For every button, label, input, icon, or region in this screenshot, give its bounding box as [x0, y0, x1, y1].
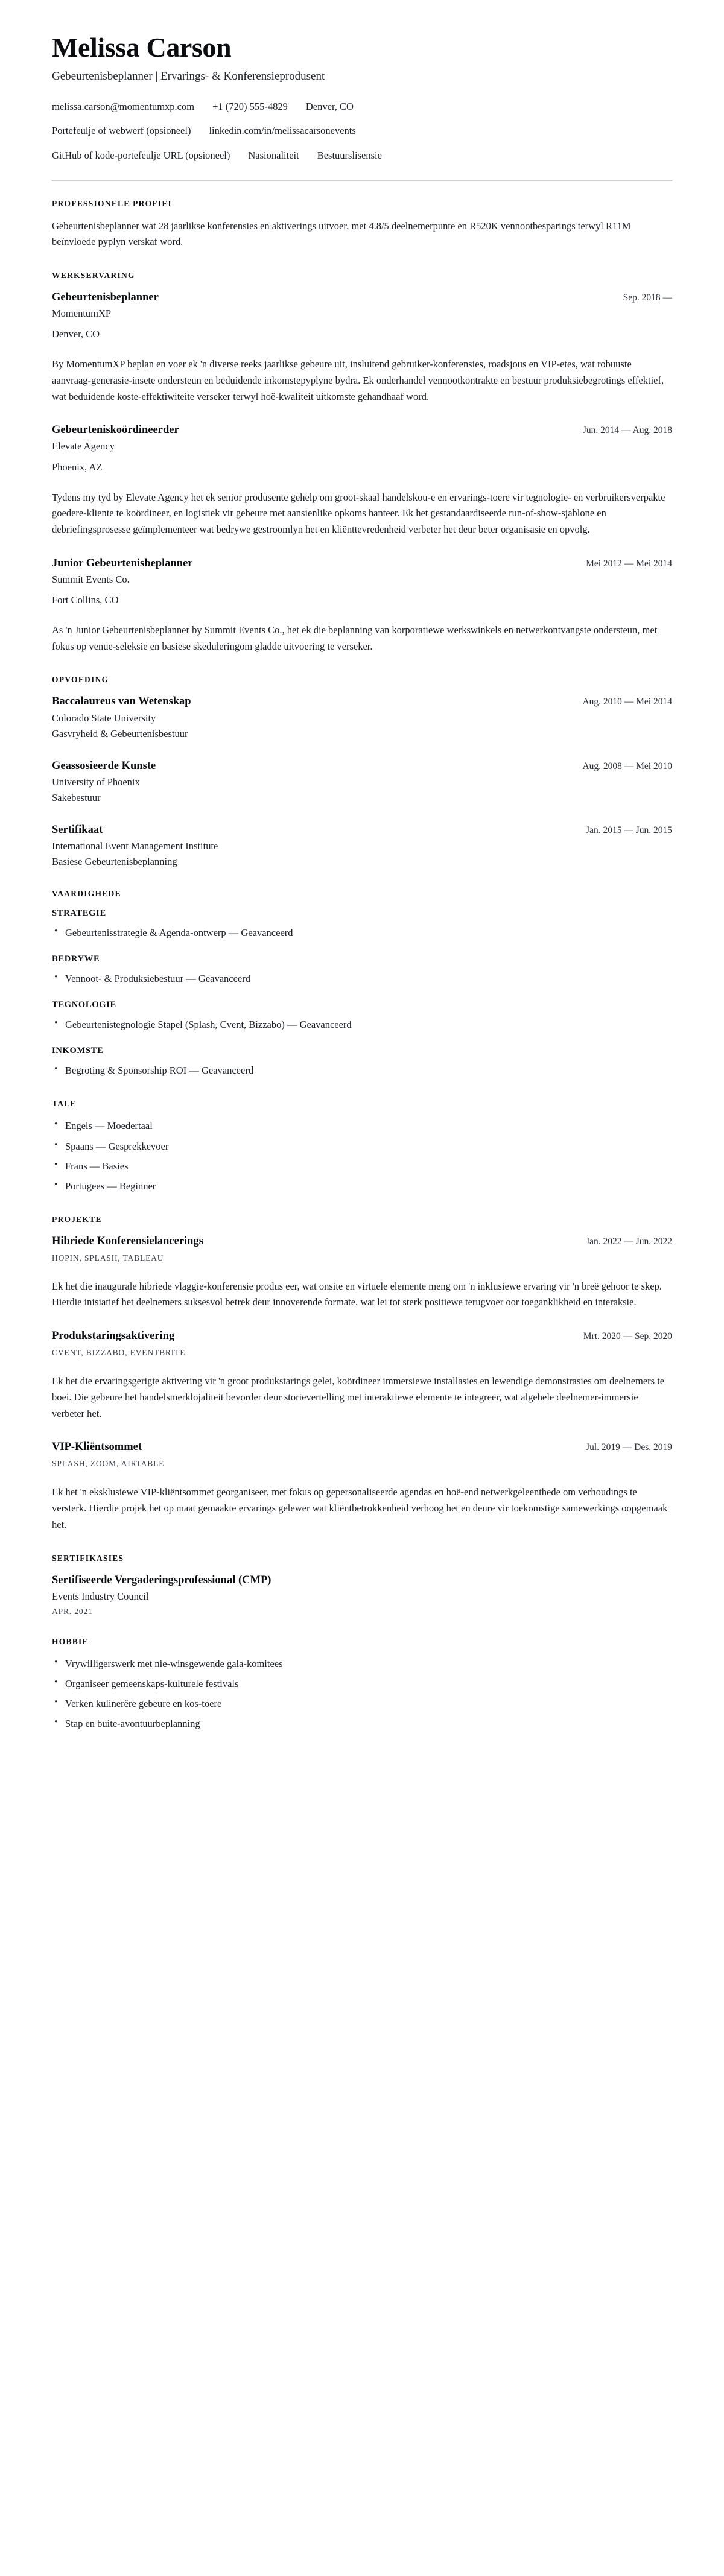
skill-group-bedrywe	[52, 954, 672, 987]
section-experience	[52, 271, 672, 654]
contact-github[interactable]: GitHub of kode-portefeulje URL (opsioneel)	[52, 149, 230, 161]
contact-row	[52, 100, 672, 113]
experience-entry	[52, 290, 672, 405]
candidate-headline: Gebeurtenisbeplanner | Ervarings- & Konferensieprodusent	[52, 69, 325, 83]
hobby-item: • Vrywilligerswerk met nie-winsgewende gala-komitees	[52, 1656, 672, 1672]
section-title-certifications: SERTIFIKASIES	[52, 1553, 124, 1563]
skill-group-title: INKOMSTE	[52, 1046, 104, 1056]
field-of-study: Gasvryheid & Gebeurtenisbestuur	[52, 727, 188, 739]
project-entry-head	[52, 1234, 672, 1248]
degree-date-range: Aug. 2008 — Mei 2010	[582, 761, 672, 771]
project-entry-head	[52, 1440, 672, 1454]
contact-location: Denver, CO	[305, 101, 354, 113]
school-name: Colorado State University	[52, 712, 156, 724]
contact-linkedin[interactable]: linkedin.com/in/melissacarsonevents	[209, 125, 356, 137]
skill-list	[52, 971, 672, 987]
job-location: Phoenix, AZ	[52, 461, 103, 473]
job-date-range: Mei 2012 — Mei 2014	[586, 558, 672, 569]
job-title: Junior Gebeurtenisbeplanner	[52, 557, 193, 569]
project-date-range: Jan. 2022 — Jun. 2022	[586, 1236, 672, 1247]
section-education	[52, 675, 672, 869]
contact-drivers-license: Bestuurslisensie	[317, 149, 382, 161]
section-title-skills: VAARDIGHEDE	[52, 889, 121, 899]
job-date-range: Jun. 2014 — Aug. 2018	[582, 425, 672, 436]
education-entry-head	[52, 694, 672, 709]
project-date-range: Jul. 2019 — Des. 2019	[586, 1442, 672, 1453]
skill-list	[52, 925, 672, 941]
section-title-profile: PROFESSIONELE PROFIEL	[52, 198, 174, 208]
candidate-name: Melissa Carson	[52, 32, 232, 63]
school-name: International Event Management Institute	[52, 840, 218, 852]
profile-summary: Gebeurtenisbeplanner wat 28 jaarlikse konferensies en aktiverings uitvoer, met 4.8/5 deelnemerpunte en R520K vennootbesparings terwyl R11M beïnvloede pyplyn verskaf word.	[52, 220, 631, 248]
section-title-languages: TALE	[52, 1099, 77, 1109]
skill-group-strategie	[52, 908, 672, 941]
section-certifications	[52, 1554, 672, 1616]
certification-name: Sertifiseerde Vergaderingsprofessional (CMP)	[52, 1574, 272, 1586]
education-entry	[52, 823, 672, 869]
job-location: Fort Collins, CO	[52, 593, 119, 606]
certification-issuer: Events Industry Council	[52, 1590, 149, 1602]
project-description: Ek het die ervaringsgerigte aktivering vir 'n groot produkstarings gelei, koördineer immersiewe installasies en lewendige demonstrasies om deelnemers te boei. Die gebeure het handelsmerklojaliteit bevorder deur storievertelling met interaktiewe elemente te integreer, wat algehele deelnemer-immersie verbeter het.	[52, 1375, 665, 1419]
language-item: • Spaans — Gesprekkevoer	[52, 1139, 672, 1154]
education-entry	[52, 694, 672, 740]
degree-title: Baccalaureus van Wetenskap	[52, 695, 191, 708]
project-tech-stack: SPLASH, ZOOM, AIRTABLE	[52, 1459, 165, 1469]
skill-group-inkomste	[52, 1046, 672, 1078]
project-description: Ek het 'n eksklusiewe VIP-kliëntsommet georganiseer, met fokus op gepersonaliseerde agendas en hoë-end netwerkgeleenthede om verhoudings te versterk. Hierdie projek het op maat gemaakte ervarings gelewer wat kliëntbetrokkenheid verhoog het en deure vir toekomstige samewerkings oopgemaak het.	[52, 1486, 668, 1530]
section-title-projects: PROJEKTE	[52, 1214, 102, 1224]
skill-item: • Vennoot- & Produksiebestuur — Geavanceerd	[52, 971, 672, 987]
education-entry-head	[52, 823, 672, 837]
project-name: Produkstaringsaktivering	[52, 1330, 175, 1343]
project-entry	[52, 1234, 672, 1311]
contact-email[interactable]: melissa.carson@momentumxp.com	[52, 101, 195, 113]
skill-item: • Gebeurtenisstrategie & Agenda-ontwerp — Geavanceerd	[52, 925, 672, 941]
project-entry-head	[52, 1329, 672, 1343]
hobby-item: • Verken kulinerêre gebeure en kos-toere	[52, 1696, 672, 1712]
certification-entry	[52, 1573, 672, 1616]
experience-entry-head	[52, 290, 672, 305]
section-languages	[52, 1099, 672, 1194]
skill-item: • Gebeurtenistegnologie Stapel (Splash, Cvent, Bizzabo) — Geavanceerd	[52, 1017, 672, 1033]
section-profile	[52, 199, 672, 250]
project-entry	[52, 1329, 672, 1422]
hobby-item: • Stap en buite-avontuurbeplanning	[52, 1716, 672, 1732]
contact-phone[interactable]: +1 (720) 555-4829	[212, 101, 288, 113]
language-item: • Frans — Basies	[52, 1159, 672, 1174]
degree-date-range: Jan. 2015 — Jun. 2015	[586, 824, 672, 835]
section-title-education: OPVOEDING	[52, 675, 109, 685]
job-company: Elevate Agency	[52, 440, 115, 452]
skill-group-tegnologie	[52, 1000, 672, 1033]
job-description: As 'n Junior Gebeurtenisbeplanner by Summit Events Co., het ek die beplanning van korporatiewe werkswinkels en netwerkontvangste ondersteun, met fokus op venue-seleksie en basiese skeduleringom gladde uitvoering te verseker.	[52, 624, 658, 652]
education-entry	[52, 759, 672, 805]
skill-list	[52, 1017, 672, 1033]
experience-entry-head	[52, 556, 672, 571]
job-title: Gebeurteniskoördineerder	[52, 424, 179, 437]
experience-entry	[52, 423, 672, 537]
section-skills	[52, 889, 672, 1078]
degree-title: Sertifikaat	[52, 823, 103, 836]
contact-portfolio[interactable]: Portefeulje of webwerf (opsioneel)	[52, 125, 191, 137]
project-name: Hibriede Konferensielancerings	[52, 1235, 203, 1247]
section-title-hobbies: HOBBIE	[52, 1636, 89, 1646]
language-item: • Engels — Moedertaal	[52, 1118, 672, 1134]
degree-date-range: Aug. 2010 — Mei 2014	[582, 697, 672, 707]
resume-header	[52, 33, 672, 162]
project-name: VIP-Kliëntsommet	[52, 1441, 142, 1454]
job-description: By MomentumXP beplan en voer ek 'n diverse reeks jaarlikse gebeure uit, insluitend gebruiker-konferensies, roadsjous en VIP-etes, wat robuuste aanvraag-generasie-insete ondersteun en beduidende inkomstepyplyne bydra. Ek onderhandel vennootkontrakte en bestuur produksiebegrotings effektief, wat beduidende koste-effektiwiteite verseker terwyl hoë-kwaliteit uitkomste gehandhaaf word.	[52, 358, 664, 402]
education-entry-head	[52, 759, 672, 773]
field-of-study: Sakebestuur	[52, 791, 101, 803]
hobby-item: • Organiseer gemeenskaps-kulturele festivals	[52, 1676, 672, 1692]
project-description: Ek het die inaugurale hibriede vlaggie-konferensie produs eer, wat onsite en virtuele elemente meng om 'n inklusiewe ervaring vir 'n breë gehoor te skep. Hierdie inisiatief het deelnemers suksesvol betrek deur innoverende formate, wat lei tot sterk positiewe terugvoer oor toeganklikheid en interaksie.	[52, 1280, 662, 1308]
language-item: • Portugees — Beginner	[52, 1179, 672, 1194]
degree-title: Geassosieerde Kunste	[52, 759, 156, 772]
job-location: Denver, CO	[52, 328, 100, 340]
language-list	[52, 1118, 672, 1194]
hobby-list	[52, 1656, 672, 1732]
skill-group-title: BEDRYWE	[52, 954, 100, 964]
contact-row	[52, 124, 672, 138]
project-date-range: Mrt. 2020 — Sep. 2020	[583, 1331, 672, 1342]
job-description: Tydens my tyd by Elevate Agency het ek senior produsente gehelp om groot-skaal handelskou-e en ervarings-toere vir tegnologie- en verbruikersverpakte goedere-kliente te koördineer, en logistiek vir gebeure met aansienlike opkoms hanteer. Ek het gestandaardiseerde run-of-show-sjablone en debriefingsprosesse geïmplementeer wat bedrywe gestroomlyn het en kliënttevredenheid verbeter het deur beter organisasie en opvolg.	[52, 491, 665, 536]
experience-entry	[52, 556, 672, 655]
skill-group-title: TEGNOLOGIE	[52, 1000, 116, 1010]
skill-group-title: STRATEGIE	[52, 908, 106, 919]
certification-date: APR. 2021	[52, 1606, 93, 1616]
section-title-experience: WERKSERVARING	[52, 271, 135, 280]
header-divider	[52, 180, 672, 181]
skill-list	[52, 1063, 672, 1078]
section-projects	[52, 1215, 672, 1533]
project-tech-stack: HOPIN, SPLASH, TABLEAU	[52, 1253, 164, 1262]
skill-item: • Begroting & Sponsorship ROI — Geavanceerd	[52, 1063, 672, 1078]
project-entry	[52, 1440, 672, 1533]
job-title: Gebeurtenisbeplanner	[52, 291, 159, 304]
field-of-study: Basiese Gebeurtenisbeplanning	[52, 856, 177, 868]
job-company: MomentumXP	[52, 308, 112, 320]
project-tech-stack: CVENT, BIZZABO, EVENTBRITE	[52, 1348, 186, 1358]
experience-entry-head	[52, 423, 672, 437]
contact-block	[52, 100, 672, 162]
school-name: University of Phoenix	[52, 776, 140, 788]
job-date-range: Sep. 2018 —	[623, 293, 672, 303]
contact-row	[52, 148, 672, 162]
contact-nationality: Nasionaliteit	[248, 149, 299, 161]
section-hobbies	[52, 1637, 672, 1732]
job-company: Summit Events Co.	[52, 573, 130, 585]
